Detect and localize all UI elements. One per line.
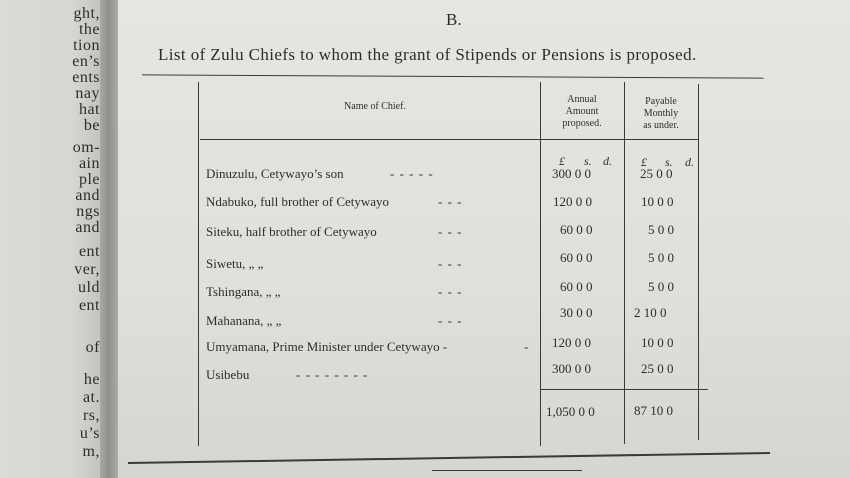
chief-name: Dinuzulu, Cetywayo’s son	[206, 166, 344, 181]
left-fragment: hat	[78, 101, 100, 118]
left-fragment: the	[78, 21, 100, 38]
monthly-pound-unit: £	[641, 155, 647, 169]
left-page-text	[0, 0, 104, 478]
column-divider-name-annual	[540, 82, 541, 446]
chief-name: Siteku, half brother of Cetywayo	[206, 224, 377, 239]
annual-amount: 300 0 0	[552, 361, 591, 376]
left-fragment: ght,	[73, 5, 100, 22]
left-fragment: u’s	[79, 425, 100, 442]
header-monthly-line: Payable	[645, 96, 677, 107]
total-annual: 1,050 0 0	[546, 404, 595, 419]
total-monthly: 87 10 0	[634, 403, 673, 418]
page-title: List of Zulu Chiefs to whom the grant of Stipends or Pensions is proposed.	[158, 45, 697, 64]
header-monthly-line: as under.	[643, 120, 679, 131]
header-annual-line: Amount	[565, 106, 599, 117]
chief-name: Mahanana, „ „	[206, 313, 282, 328]
annual-shilling-unit: s.	[584, 154, 592, 168]
left-fragment: ain	[78, 155, 100, 172]
annual-amount: 30 0 0	[560, 305, 593, 320]
monthly-shilling-unit: s.	[665, 155, 673, 169]
annual-amount: 60 0 0	[560, 222, 593, 237]
monthly-amount: 25 0 0	[640, 166, 673, 181]
left-fragment: ent	[78, 243, 100, 260]
monthly-amount: 5 0 0	[648, 222, 674, 237]
leader-dots: - - -	[438, 284, 463, 299]
left-fragment: ver,	[74, 261, 100, 278]
header-annual-line: Annual	[567, 94, 597, 105]
leader-dots: -	[524, 339, 530, 354]
left-fragment: be	[83, 117, 100, 134]
annual-amount: 120 0 0	[553, 194, 592, 209]
appendix-letter: B.	[446, 10, 462, 29]
chief-name: Tshingana, „ „	[206, 284, 281, 299]
chief-name: Umyamana, Prime Minister under Cetywayo -	[206, 339, 448, 354]
annual-amount: 60 0 0	[560, 250, 593, 265]
monthly-pence-unit: d.	[685, 155, 694, 169]
column-divider-annual-monthly	[624, 82, 625, 444]
chief-name: Usibebu	[206, 367, 250, 382]
left-fragment: of	[85, 339, 100, 356]
left-fragment: m,	[82, 443, 100, 460]
left-fragment: ents	[72, 69, 100, 86]
monthly-amount: 5 0 0	[648, 250, 674, 265]
annual-amount: 120 0 0	[552, 335, 591, 350]
left-fragment: he	[83, 371, 100, 388]
leader-dots: - - -	[438, 256, 463, 271]
left-fragment: and	[75, 187, 100, 204]
left-fragment: om-	[72, 139, 100, 156]
header-monthly-line: Monthly	[643, 108, 679, 119]
left-fragment: at.	[82, 389, 100, 406]
monthly-amount: 5 0 0	[648, 279, 674, 294]
leader-dots: - - -	[438, 194, 463, 209]
monthly-amount: 10 0 0	[641, 335, 674, 350]
chief-name: Ndabuko, full brother of Cetywayo	[206, 194, 390, 209]
left-fragment: ent	[78, 297, 100, 314]
leader-dots: - - - - -	[390, 166, 434, 181]
left-fragment: en’s	[72, 53, 100, 70]
leader-dots: - - -	[438, 313, 463, 328]
left-fragment: nay	[75, 85, 100, 102]
header-name-of-chief: Name of Chief.	[344, 101, 406, 112]
annual-pence-unit: d.	[603, 154, 612, 168]
annual-amount: 60 0 0	[560, 279, 593, 294]
monthly-amount: 10 0 0	[641, 194, 674, 209]
leader-dots: - - - - - - - -	[296, 367, 369, 382]
footer-short-rule	[432, 470, 582, 471]
left-fragment: and	[75, 219, 100, 236]
annual-amount: 300 0 0	[552, 166, 591, 181]
column-divider-right	[698, 84, 699, 440]
monthly-amount: 2 10 0	[634, 305, 667, 320]
chief-name: Siwetu, „ „	[206, 256, 264, 271]
left-fragment: tion	[73, 37, 100, 54]
header-annual-line: proposed.	[562, 118, 602, 129]
left-fragment: ple	[78, 171, 100, 188]
left-fragment: rs,	[82, 407, 100, 424]
leader-dots: - - -	[438, 224, 463, 239]
left-fragment: ngs	[76, 203, 100, 220]
annual-pound-unit: £	[559, 154, 565, 168]
left-fragment: uld	[78, 279, 100, 296]
column-divider-left	[198, 82, 199, 446]
monthly-amount: 25 0 0	[641, 361, 674, 376]
